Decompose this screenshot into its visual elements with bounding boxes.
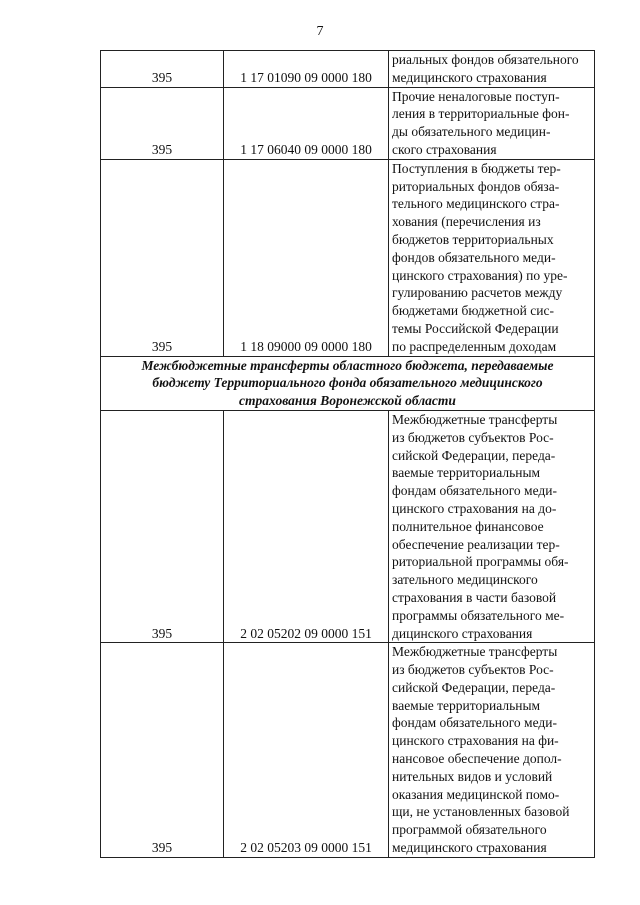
description-line: бюджетов территориальных <box>392 231 554 247</box>
description-line: Поступления в бюджеты тер- <box>392 160 561 176</box>
description-line: фондов обязательного меди- <box>392 249 556 265</box>
table-row <box>101 643 595 858</box>
description-line: Межбюджетные трансферты <box>392 644 558 660</box>
description-line: медицинского страхования <box>392 69 547 85</box>
section-header-row <box>101 356 595 410</box>
description-line: сийской Федерации, переда- <box>392 679 556 695</box>
description-line: из бюджетов субъектов Рос- <box>392 662 554 678</box>
description-cell <box>389 410 595 642</box>
section-heading <box>101 356 595 410</box>
description-line: медицинского страхования <box>392 840 547 856</box>
budget-code-cell: 1 17 01090 09 0000 180 <box>224 51 389 88</box>
admin-code-cell: 395 <box>101 51 224 88</box>
description-line: программы обязательного ме- <box>392 607 565 623</box>
description-line: полнительное финансовое <box>392 518 544 534</box>
budget-code-cell: 1 18 09000 09 0000 180 <box>224 159 389 356</box>
description-line: ваемые территориальным <box>392 465 541 481</box>
page-number: 7 <box>316 24 324 39</box>
budget-code-cell: 1 17 06040 09 0000 180 <box>224 87 389 159</box>
description-line: тельного медицинского стра- <box>392 196 560 212</box>
description-line: фондам обязательного меди- <box>392 715 557 731</box>
description-line: оказания медицинской помо- <box>392 786 560 802</box>
description-cell <box>389 159 595 356</box>
description-line: дицинского страхования <box>392 625 533 641</box>
section-heading-line: Межбюджетные трансферты областного бюджета, передаваемые <box>141 357 554 373</box>
section-heading-line: бюджету Территориального фонда обязательного медицинского <box>152 375 543 391</box>
description-cell <box>389 643 595 858</box>
description-line: гулированию расчетов между <box>392 285 563 301</box>
description-line: обеспечение реализации тер- <box>392 536 560 552</box>
description-line: ского страхования <box>392 141 497 157</box>
description-line: ды обязательного медицин- <box>392 124 551 140</box>
description-line: зательного медицинского <box>392 572 538 588</box>
section-heading-line: страхования Воронежской области <box>239 393 456 409</box>
description-line: щи, не установленных базовой <box>392 804 570 820</box>
description-line: бюджетами бюджетной сис- <box>392 303 554 319</box>
description-line: Межбюджетные трансферты <box>392 411 558 427</box>
description-line: темы Российской Федерации <box>392 320 559 336</box>
description-line: ления в территориальные фон- <box>392 106 570 122</box>
description-line: риториальных фондов обяза- <box>392 178 560 194</box>
description-cell <box>389 87 595 159</box>
description-line: цинского страхования на до- <box>392 500 557 516</box>
description-line: из бюджетов субъектов Рос- <box>392 429 554 445</box>
table-row <box>101 87 595 159</box>
description-line: риториальной программы обя- <box>392 554 569 570</box>
description-line: цинского страхования) по уре- <box>392 267 568 283</box>
budget-code-cell: 2 02 05202 09 0000 151 <box>224 410 389 642</box>
description-line: хования (перечисления из <box>392 214 541 230</box>
admin-code-cell: 395 <box>101 643 224 858</box>
budget-code-cell: 2 02 05203 09 0000 151 <box>224 643 389 858</box>
revenue-codes-table <box>100 50 595 858</box>
description-line: риальных фондов обязательного <box>392 52 579 67</box>
description-line: Прочие неналоговые поступ- <box>392 88 560 104</box>
table-row <box>101 159 595 356</box>
description-line: ваемые территориальным <box>392 697 541 713</box>
description-line: фондам обязательного меди- <box>392 483 557 499</box>
admin-code-cell: 395 <box>101 159 224 356</box>
description-line: нительных видов и условий <box>392 768 553 784</box>
description-line: программой обязательного <box>392 822 547 838</box>
description-line: страхования в части базовой <box>392 589 557 605</box>
description-line: нансовое обеспечение допол- <box>392 751 562 767</box>
admin-code-cell: 395 <box>101 410 224 642</box>
description-cell <box>389 51 595 88</box>
description-line: по распределенным доходам <box>392 338 557 354</box>
description-line: сийской Федерации, переда- <box>392 447 556 463</box>
table-row <box>101 410 595 642</box>
admin-code-cell: 395 <box>101 87 224 159</box>
description-line: цинского страхования на фи- <box>392 733 559 749</box>
table-row <box>101 51 595 88</box>
